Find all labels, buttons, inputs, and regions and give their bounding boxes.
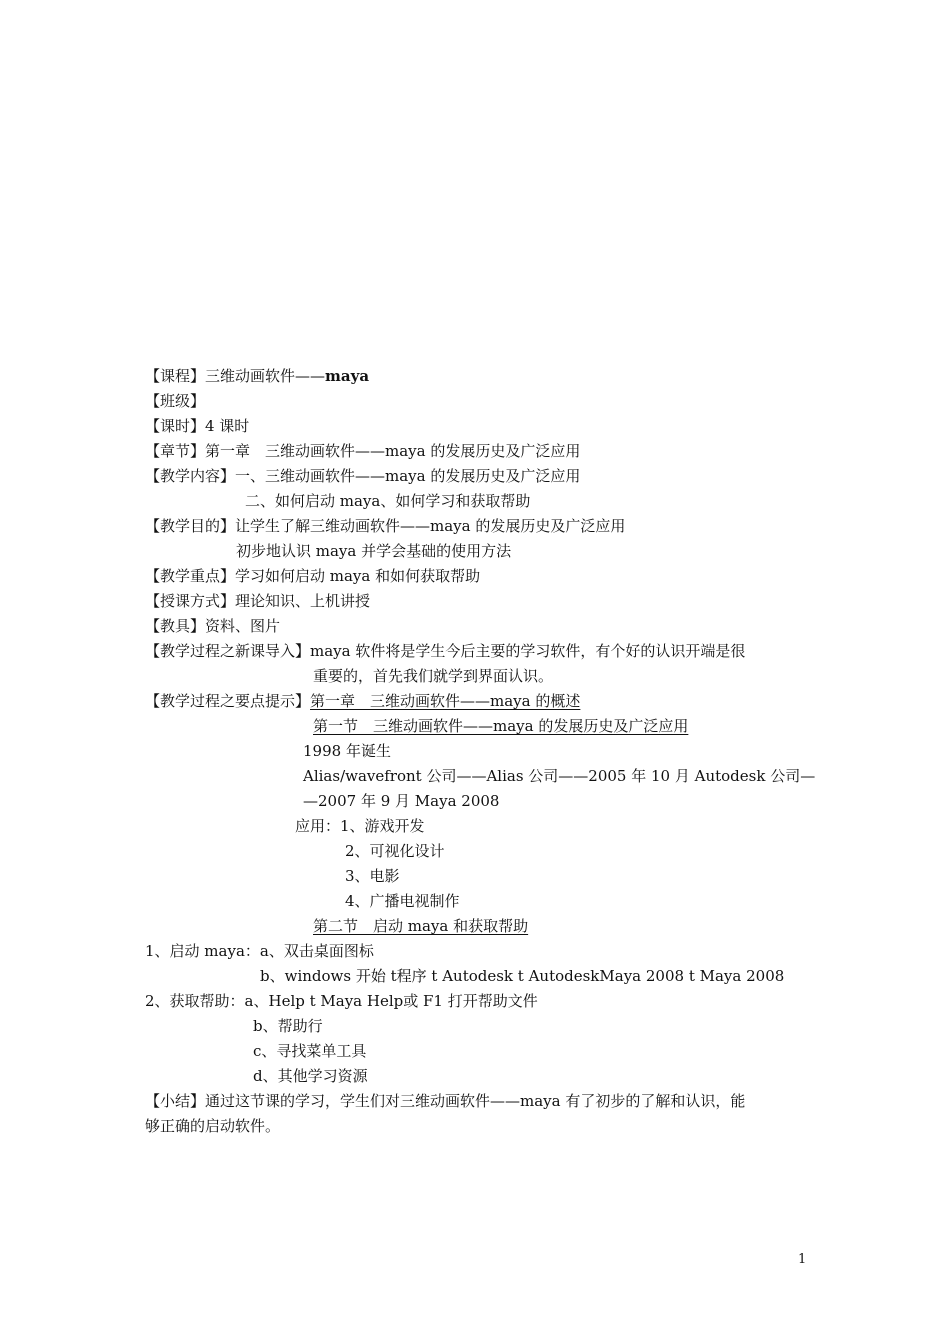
goal-line-1: 【教学目的】让学生了解三维动画软件——maya 的发展历史及广泛应用 — [145, 517, 626, 535]
key-chapter-title: 第一章 三维动画软件——maya 的概述 — [310, 692, 581, 710]
course-line — [145, 366, 369, 386]
key-points-label: 【教学过程之要点提示】 — [145, 692, 311, 710]
help-line-b: b、帮助行 — [253, 1017, 323, 1035]
section-2-title: 第二节 启动 maya 和获取帮助 — [313, 917, 529, 935]
help-line-d: d、其他学习资源 — [253, 1067, 368, 1085]
class-line: 【班级】 — [145, 392, 206, 410]
start-line-b: b、windows 开始 t程序 t Autodesk t AutodeskMaya 2008 t Maya 2008 — [260, 967, 785, 985]
help-line-c: c、寻找菜单工具 — [253, 1042, 367, 1060]
content-line-2: 二、如何启动 maya、如何学习和获取帮助 — [245, 492, 531, 510]
application-line-3: 3、电影 — [345, 867, 400, 885]
section-1-title: 第一节 三维动画软件——maya 的发展历史及广泛应用 — [313, 717, 689, 735]
page-number: 1 — [798, 1252, 807, 1267]
course-name: maya — [325, 367, 370, 385]
content-line-1: 【教学内容】一、三维动画软件——maya 的发展历史及广泛应用 — [145, 467, 581, 485]
hours-line: 【课时】4 课时 — [145, 417, 250, 435]
tools-line: 【教具】资料、图片 — [145, 617, 281, 635]
chapter-line: 【章节】第一章 三维动画软件——maya 的发展历史及广泛应用 — [145, 442, 581, 460]
history-line-1: Alias/wavefront 公司——Alias 公司——2005 年 10 月 Autodesk 公司— — [303, 767, 816, 785]
focus-line: 【教学重点】学习如何启动 maya 和如何获取帮助 — [145, 567, 481, 585]
application-line-4: 4、广播电视制作 — [345, 892, 460, 910]
history-line-2: —2007 年 9 月 Maya 2008 — [303, 792, 500, 810]
summary-line-2: 够正确的启动软件。 — [145, 1117, 281, 1135]
summary-line-1: 【小结】通过这节课的学习，学生们对三维动画软件——maya 有了初步的了解和认识，能 — [145, 1092, 746, 1110]
application-line-2: 2、可视化设计 — [345, 842, 445, 860]
application-line-1: 应用：1、游戏开发 — [295, 817, 425, 835]
help-line-a: 2、获取帮助：a、Help t Maya Help或 F1 打开帮助文件 — [145, 992, 538, 1010]
intro-line-2: 重要的，首先我们就学到界面认识。 — [313, 667, 554, 685]
goal-line-2: 初步地认识 maya 并学会基础的使用方法 — [236, 542, 512, 560]
course-text: 【课程】三维动画软件—— — [145, 367, 326, 385]
born-line: 1998 年诞生 — [303, 742, 391, 760]
key-points-line — [145, 691, 580, 711]
method-line: 【授课方式】理论知识、上机讲授 — [145, 592, 371, 610]
intro-line-1: 【教学过程之新课导入】maya 软件将是学生今后主要的学习软件，有个好的认识开端是很 — [145, 642, 746, 660]
start-line-a: 1、启动 maya：a、双击桌面图标 — [145, 942, 374, 960]
